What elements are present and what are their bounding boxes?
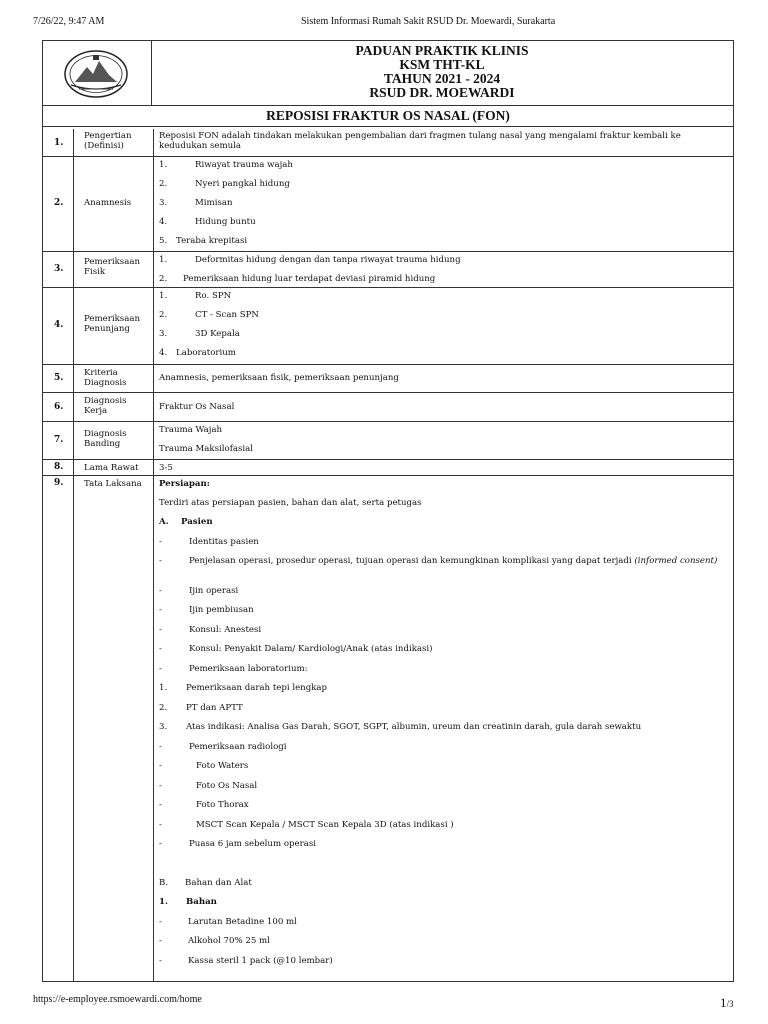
list-item: 4. Laboratorium bbox=[159, 348, 236, 358]
table-row bbox=[43, 393, 733, 422]
list-item: 1. Pemeriksaan darah tepi lengkap bbox=[159, 683, 328, 693]
title-line-4: RSUD DR. MOEWARDI bbox=[369, 85, 515, 100]
procedure-title: REPOSISI FRAKTUR OS NASAL (FON) bbox=[43, 105, 733, 127]
list-item: - Foto Waters bbox=[159, 761, 249, 771]
hospital-logo-icon bbox=[63, 49, 129, 99]
list-item: 4. Hidung buntu bbox=[159, 217, 256, 227]
table-row bbox=[43, 476, 733, 982]
row-number: 2. bbox=[54, 198, 64, 208]
list-item: 2. Nyeri pangkal hidung bbox=[159, 179, 290, 189]
document-header bbox=[43, 41, 733, 105]
list-item: 2. Pemeriksaan hidung luar terdapat deviasi piramid hidung bbox=[159, 274, 436, 284]
row-label: Anamnesis bbox=[84, 198, 132, 208]
row-label: Kriteria Diagnosis bbox=[84, 368, 127, 388]
list-item: - Puasa 6 jam sebelum operasi bbox=[159, 839, 316, 849]
list-item: - MSCT Scan Kepala / MSCT Scan Kepala 3D (atas indikasi ) bbox=[159, 820, 454, 830]
list-item: 2. PT dan APTT bbox=[159, 703, 243, 713]
section-a-heading: A. Pasien bbox=[159, 517, 213, 527]
row-label: Pengertian (Definisi) bbox=[84, 131, 132, 151]
list-item: - Identitas pasien bbox=[159, 537, 259, 547]
list-item: - Konsul: Penyakit Dalam/ Kardiologi/Anak (atas indikasi) bbox=[159, 644, 433, 654]
row-label: Pemeriksaan Fisik bbox=[84, 257, 140, 277]
row-number: 6. bbox=[54, 402, 64, 412]
table-row bbox=[43, 157, 733, 252]
title-line-1: PADUAN PRAKTIK KLINIS bbox=[355, 43, 529, 58]
list-item: - Ijin operasi bbox=[159, 586, 239, 596]
document-title-block bbox=[151, 44, 733, 100]
ppk-document bbox=[42, 40, 734, 982]
list-item: 1. Bahan bbox=[159, 897, 217, 907]
title-line-3: TAHUN 2021 - 2024 bbox=[383, 71, 501, 86]
row-text: Anamnesis, pemeriksaan fisik, pemeriksaan penunjang bbox=[159, 373, 399, 383]
list-item: 5. Teraba krepitasi bbox=[159, 236, 248, 246]
row-number: 3. bbox=[54, 264, 64, 274]
title-line-2: KSM THT-KL bbox=[399, 57, 485, 72]
persiapan-intro: Terdiri atas persiapan pasien, bahan dan alat, serta petugas bbox=[159, 498, 422, 508]
row-label: Lama Rawat bbox=[84, 463, 139, 473]
print-date: 7/26/22, 9:47 AM bbox=[33, 16, 105, 27]
row-number: 4. bbox=[54, 320, 64, 330]
row-number: 5. bbox=[54, 373, 64, 383]
row-label: Diagnosis Banding bbox=[84, 429, 127, 449]
table-row bbox=[43, 460, 733, 476]
print-url: https://e-employee.rsmoewardi.com/home bbox=[33, 994, 202, 1005]
table-row bbox=[43, 129, 733, 157]
table-row bbox=[43, 288, 733, 365]
list-item: Trauma Maksilofasial bbox=[159, 444, 254, 454]
page-number: 1/3 bbox=[720, 995, 734, 1010]
list-item: - Larutan Betadine 100 ml bbox=[159, 917, 297, 927]
row-number: 8. bbox=[54, 462, 64, 472]
list-item: 3. Atas indikasi: Analisa Gas Darah, SGOT, SGPT, albumin, ureum dan creatinin darah, gula darah sewaktu bbox=[159, 722, 642, 732]
list-item: - Ijin pembiusan bbox=[159, 605, 254, 615]
table-row bbox=[43, 365, 733, 393]
list-item: - Pemeriksaan radiologi bbox=[159, 742, 287, 752]
list-item: Trauma Wajah bbox=[159, 425, 223, 435]
list-item: 1. Ro. SPN bbox=[159, 291, 232, 301]
row-text: Fraktur Os Nasal bbox=[159, 402, 235, 412]
row-number: 9. bbox=[54, 478, 64, 488]
list-item: 3. Mimisan bbox=[159, 198, 233, 208]
table-row bbox=[43, 422, 733, 460]
list-item: - Alkohol 70% 25 ml bbox=[159, 936, 270, 946]
list-item: - Kassa steril 1 pack (@10 lembar) bbox=[159, 956, 333, 966]
list-item: - Foto Thorax bbox=[159, 800, 249, 810]
table-row bbox=[43, 252, 733, 288]
list-item: - Konsul: Anestesi bbox=[159, 625, 262, 635]
section-b-heading: B. Bahan dan Alat bbox=[159, 878, 252, 888]
list-item: 1. Deformitas hidung dengan dan tanpa riwayat trauma hidung bbox=[159, 255, 461, 265]
list-item: - Penjelasan operasi, prosedur operasi, tujuan operasi dan kemungkinan komplikasi yang dapat terjadi (informed consent) bbox=[159, 556, 718, 566]
list-item: 2. CT - Scan SPN bbox=[159, 310, 259, 320]
list-item: 3. 3D Kepala bbox=[159, 329, 240, 339]
list-item: - Foto Os Nasal bbox=[159, 781, 258, 791]
row-label: Pemeriksaan Penunjang bbox=[84, 314, 140, 334]
list-item: 1. Riwayat trauma wajah bbox=[159, 160, 293, 170]
row-number: 1. bbox=[54, 138, 64, 148]
browser-print-header bbox=[0, 16, 768, 30]
row-number: 7. bbox=[54, 435, 64, 445]
persiapan-heading: Persiapan: bbox=[159, 479, 210, 489]
row-label: Diagnosis Kerja bbox=[84, 396, 127, 416]
logo-cell bbox=[43, 41, 152, 105]
row-text: Reposisi FON adalah tindakan melakukan pengembalian dari fragmen tulang nasal yang mengalami fraktur kembali ke kedudukan semula bbox=[159, 131, 681, 151]
row-text: 3-5 bbox=[159, 463, 173, 473]
print-page-title: Sistem Informasi Rumah Sakit RSUD Dr. Moewardi, Surakarta bbox=[301, 16, 556, 27]
row-label: Tata Laksana bbox=[84, 479, 142, 489]
list-item: - Pemeriksaan laboratorium: bbox=[159, 664, 308, 674]
